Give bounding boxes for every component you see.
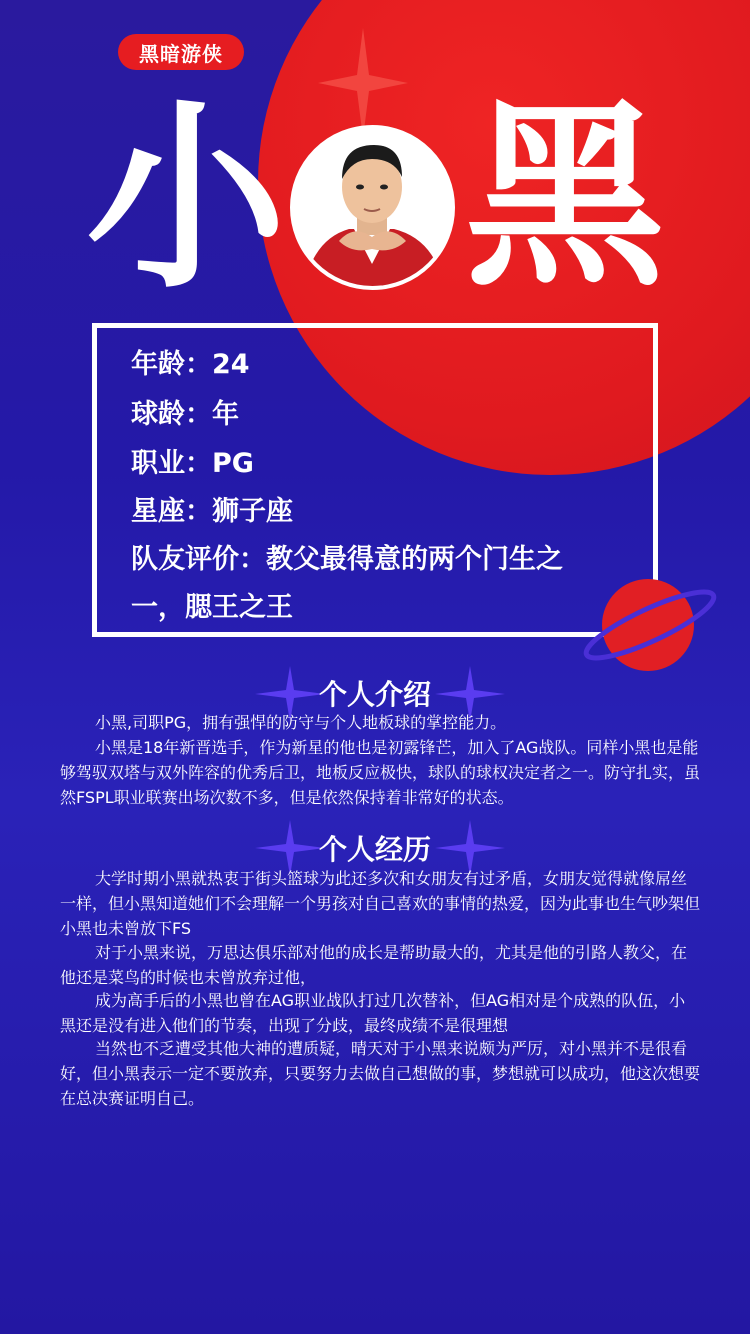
- intro-paragraph-1: 小黑,司职PG，拥有强悍的防守与个人地板球的掌控能力。: [95, 713, 507, 732]
- player-photo-icon: [294, 129, 451, 286]
- intro-paragraph-2: 小黑是18年新晋选手，作为新星的他也是初露锋芒，加入了AG战队。同样小黑也是能够驾驭双塔与双外阵容的优秀后卫，地板反应极快，球队的球权决定者之一。防守扎实，虽然FSPL职业联赛出场次数不多，但是依然保持着非常好的状态。: [60, 738, 701, 807]
- name-first-char: 小: [86, 83, 287, 316]
- intro-title: 个人介绍: [318, 678, 431, 711]
- info-zodiac: 星座：狮子座: [131, 496, 293, 527]
- planet-icon: [580, 575, 720, 675]
- player-avatar: [290, 125, 455, 290]
- info-position: 职业：PG: [131, 448, 254, 479]
- info-review-line-1: 队友评价：教父最得意的两个门生之: [131, 544, 563, 575]
- red-sparkle-icon: [318, 28, 408, 138]
- info-years: 球龄：年: [131, 399, 239, 430]
- title-tag: 黑暗游侠: [118, 34, 244, 70]
- history-paragraph-2: 对于小黑来说，万思达俱乐部对他的成长是帮助最大的，尤其是他的引路人教父，在他还是菜鸟的时候也未曾放弃过他，: [60, 943, 688, 987]
- info-card: [92, 323, 658, 637]
- history-paragraph-4: 当然也不乏遭受其他大神的遭质疑，晴天对于小黑来说颇为严厉，对小黑并不是很看好，但小黑表示一定不要放弃，只要努力去做自己想做的事，梦想就可以成功，他这次想要在总决赛证明自己。: [60, 1039, 701, 1108]
- history-paragraph-1: 大学时期小黑就热衷于街头篮球为此还多次和女朋友有过矛盾，女朋友觉得就像屌丝一样，但小黑知道她们不会理解一个男孩对自己喜欢的事情的热爱，因为此事也生气吵架但小黑也未曾放下FS: [60, 869, 701, 938]
- info-review-line-2: 一，腮王之王: [131, 592, 293, 623]
- info-age: 年龄：24: [131, 349, 250, 380]
- name-second-char: 黑: [465, 81, 666, 314]
- history-title: 个人经历: [318, 833, 431, 866]
- history-paragraph-3: 成为高手后的小黑也曾在AG职业战队打过几次替补，但AG相对是个成熟的队伍，小黑还是没有进入他们的节奏，出现了分歧，最终成绩不是很理想: [60, 991, 686, 1035]
